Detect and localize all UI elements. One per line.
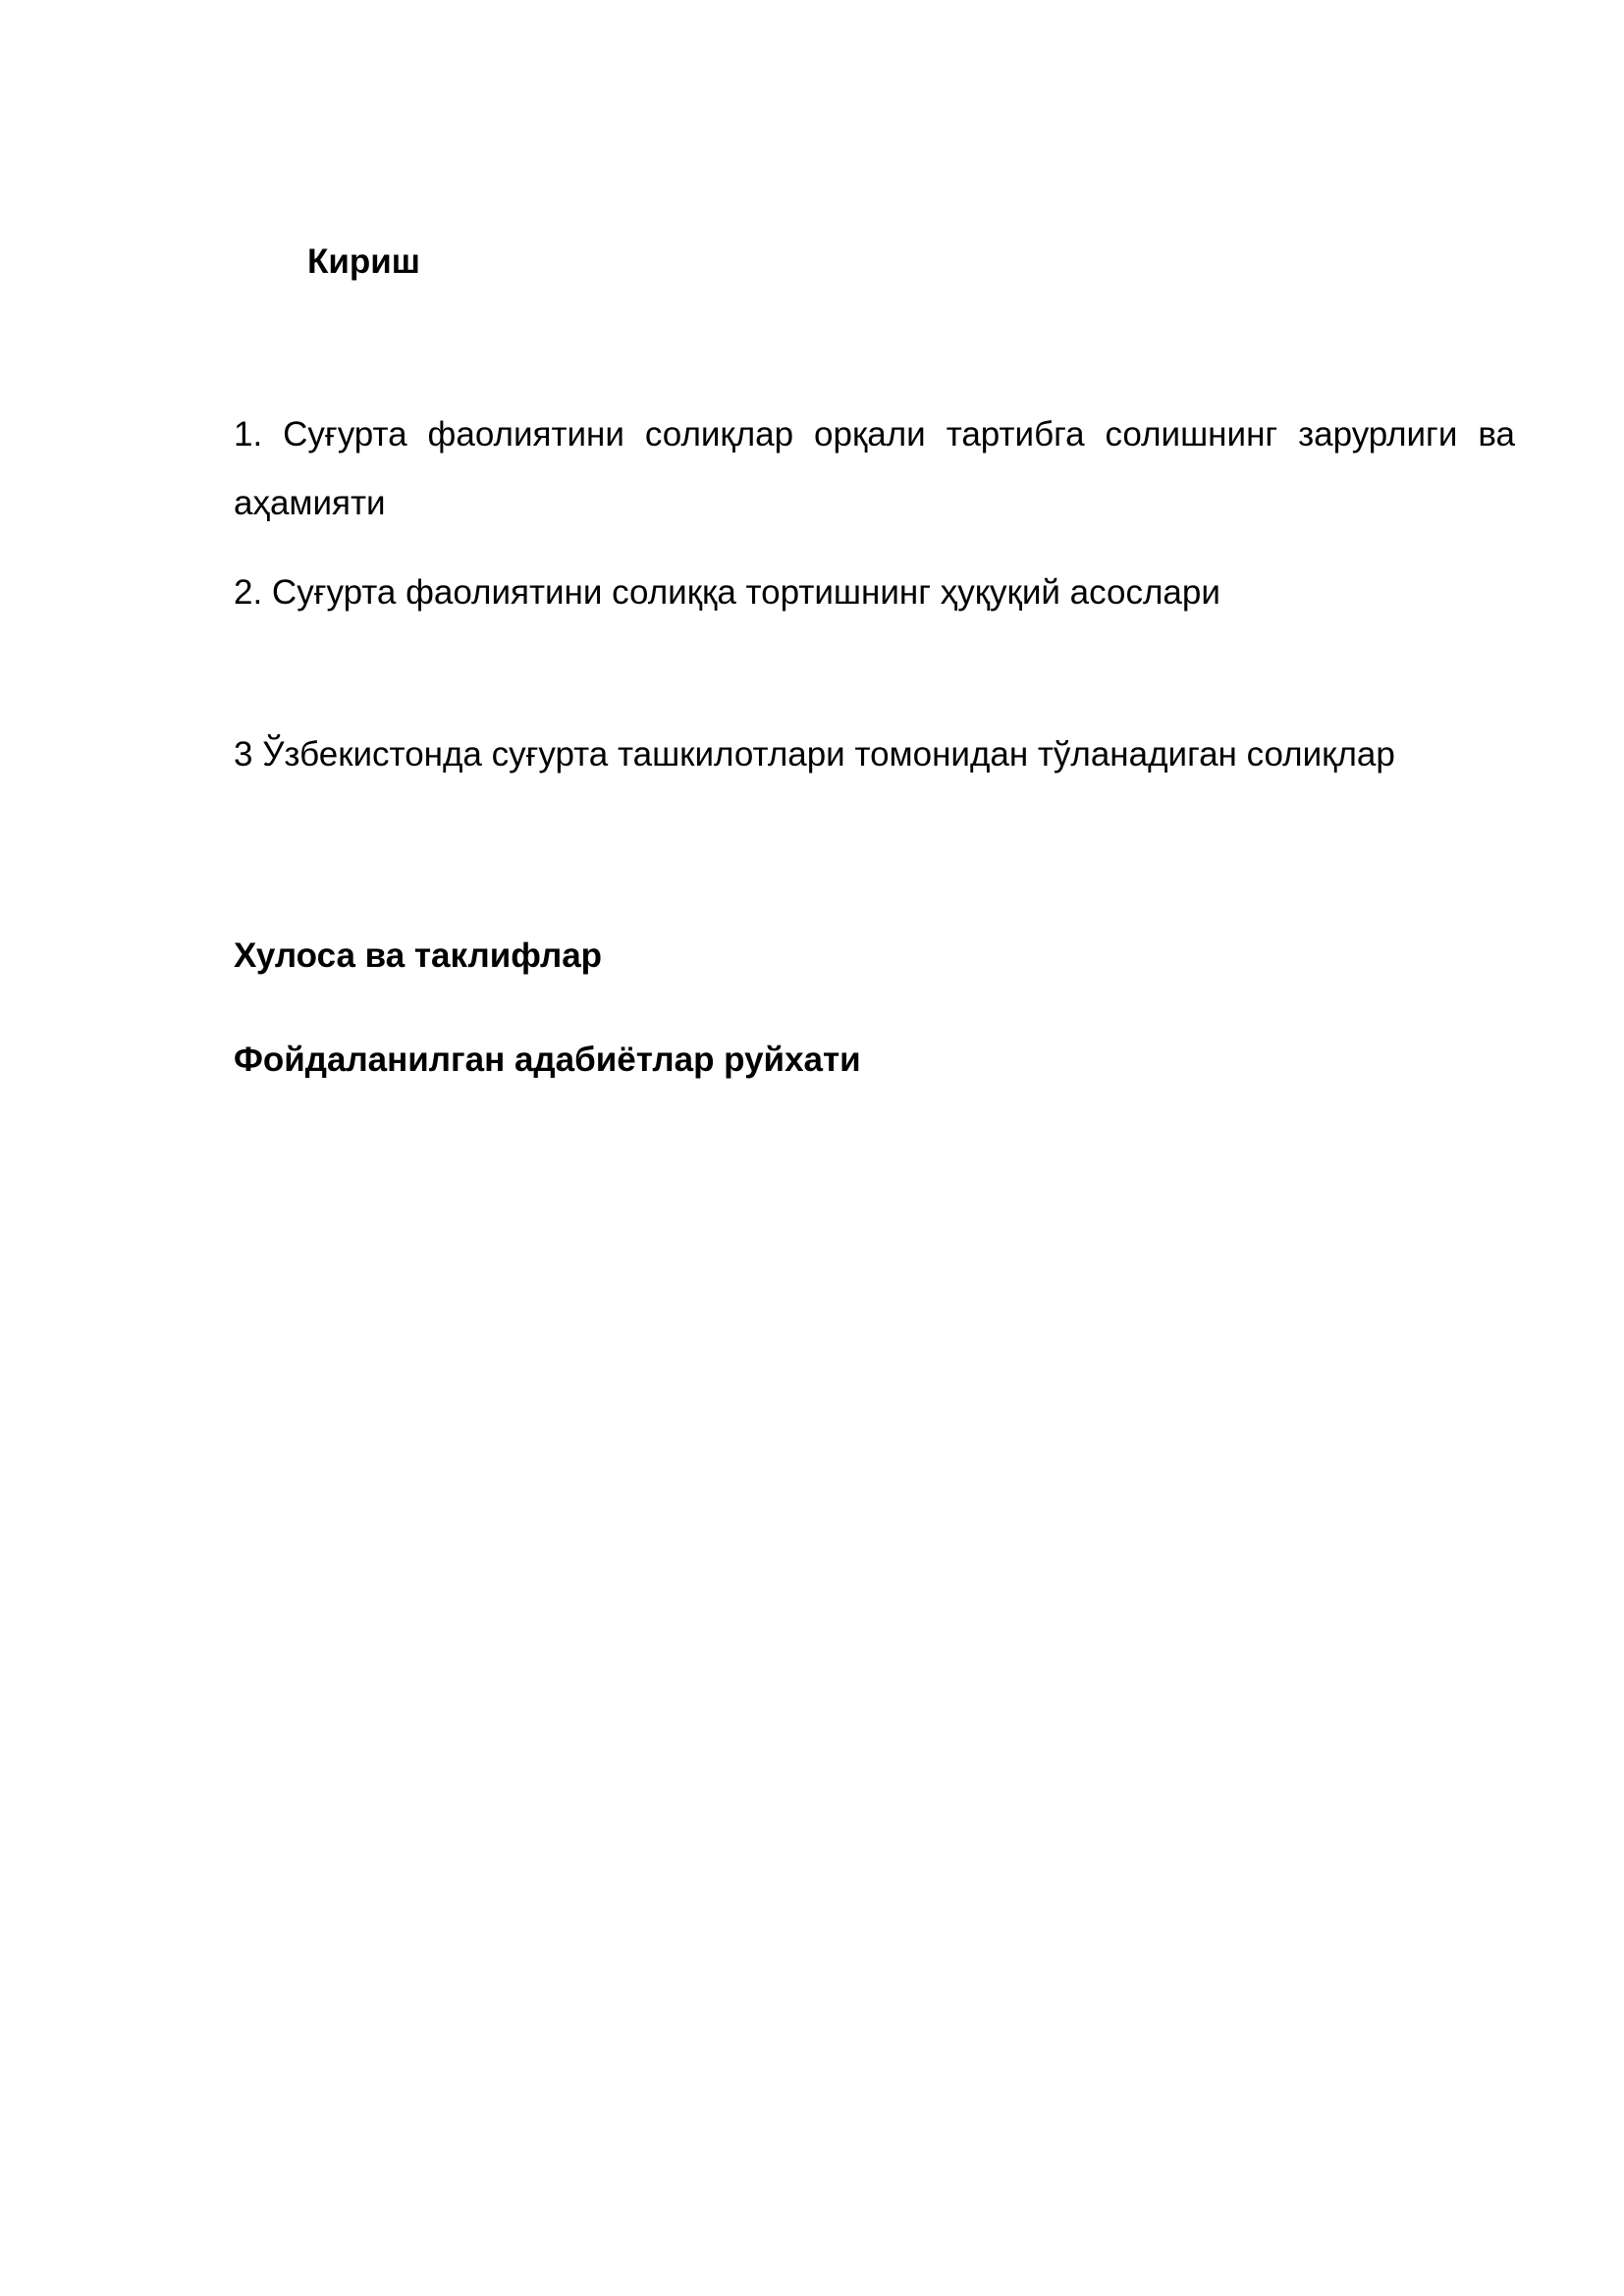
references-heading: Фойдаланилган адабиётлар руйхати bbox=[234, 1041, 861, 1079]
toc-item-3: 3 Ўзбекистонда суғурта ташкилотлари томонидан тўланадиган солиқлар bbox=[234, 735, 1395, 774]
intro-heading: Кириш bbox=[307, 242, 420, 281]
toc-item-1: 1. Суғурта фаолиятини солиқлар орқали тартибга солишнинг зарурлиги ва аҳамияти bbox=[234, 415, 1515, 522]
conclusions-heading: Хулоса ва таклифлар bbox=[234, 936, 603, 975]
toc-item-2: 2. Суғурта фаолиятини солиққа тортишнинг ҳуқуқий асослари bbox=[234, 573, 1220, 612]
